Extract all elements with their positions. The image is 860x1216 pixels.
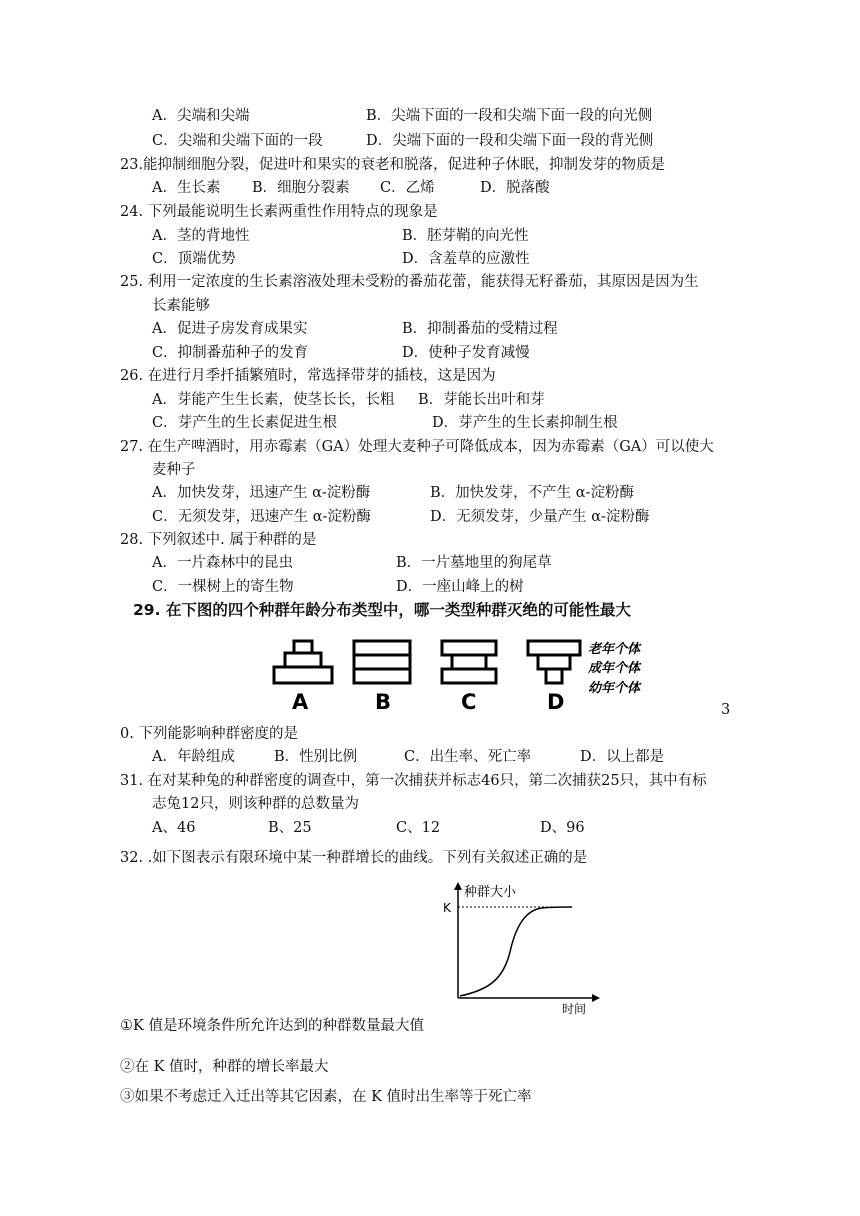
q26-stem: 26. 在进行月季扦插繁殖时，常选择带芽的插枝，这是因为 [120,368,496,384]
pyramid-c [442,641,496,683]
logistic-growth-graph [438,880,608,1016]
q28-option-a: A．一片森林中的昆虫 [152,555,293,571]
q26-option-d: D．芽产生的生长素抑制生根 [432,415,618,431]
q28-option-c: C．一棵树上的寄生物 [152,579,294,595]
graph-x-label: 时间 [562,1002,587,1016]
pyramid-d-label: D [547,690,565,714]
q31-option-a: A、46 [152,820,196,836]
q30-option-c: C．出生率、死亡率 [404,749,532,765]
q31-option-b: B、25 [268,820,312,836]
q26-option-c: C．芽产生的生长素促进生根 [152,415,338,431]
q31-stem-line1: 31. 在对某种兔的种群密度的调查中，第一次捕获并标志46只，第二次捕获25只，其中有标 [120,773,707,789]
growth-curve [460,907,572,996]
q28-option-b: B．一片墓地里的狗尾草 [396,555,552,571]
q25-option-a: A．促进子房发育成果实 [152,321,308,337]
pyramid-b [354,641,410,683]
q24-option-c: C．顶端优势 [152,251,236,267]
q30-option-a: A．年龄组成 [152,749,235,765]
q22-option-d: D．尖端下面的一段和尖端下面一段的背光侧 [366,133,654,149]
graph-k-label: K [443,901,451,915]
q30-option-d: D．以上都是 [580,749,665,765]
q24-option-d: D．含羞草的应激性 [402,251,530,267]
q27-stem-line1: 27. 在生产啤酒时，用赤霉素（GA）处理大麦种子可降低成本，因为赤霉素（GA）可以使大 [120,439,714,455]
q26-option-b: B．芽能长出叶和芽 [418,392,545,408]
q27-stem-line2: 麦种子 [152,462,196,478]
q23-stem: 23.能抑制细胞分裂，促进叶和果实的衰老和脱落，促进种子休眠，抑制发芽的物质是 [120,157,666,173]
graph-y-label: 种群大小 [464,885,517,900]
q25-stem-line2: 长素能够 [152,298,210,314]
q27-option-d: D．无须发芽，少量产生 α-淀粉酶 [430,509,650,525]
pyramid-b-label: B [375,690,392,714]
pyramid-d [528,641,580,683]
legend-adult: 成年个体 [588,661,641,676]
age-structure-figure [268,636,668,714]
q23-option-a: A．生长素 [152,180,221,196]
legend-old: 老年个体 [588,642,641,657]
q27-option-b: B．加快发芽，不产生 α-淀粉酶 [430,485,634,501]
q25-option-b: B．抑制番茄的受精过程 [402,321,558,337]
q25-stem-line1: 25. 利用一定浓度的生长素溶液处理未受粉的番茄花蕾，能获得无籽番茄，其原因是因为生 [120,274,699,290]
q28-option-d: D．一座山峰上的树 [396,579,524,595]
q27-option-c: C．无须发芽，迅速产生 α-淀粉酶 [152,509,371,525]
q27-option-a: A．加快发芽，迅速产生 α-淀粉酶 [152,485,371,501]
q22-option-c: C．尖端和尖端下面的一段 [152,133,323,149]
q30-option-b: B．性别比例 [274,749,358,765]
q31-option-c: C、12 [396,820,441,836]
q22-option-a: A．尖端和尖端 [152,108,250,124]
q23-option-d: D．脱落酸 [480,180,550,196]
q24-option-a: A．茎的背地性 [152,228,250,244]
q25-option-c: C．抑制番茄种子的发育 [152,345,309,361]
q29-stem: 29. 在下图的四个种群年龄分布类型中，哪一类型种群灭绝的可能性最大 [133,601,631,619]
q22-option-b: B．尖端下面的一段和尖端下面一段的向光侧 [366,108,653,124]
q31-option-d: D、96 [540,820,585,836]
pyramid-c-label: C [461,690,477,714]
q30-stem: 0. 下列能影响种群密度的是 [120,726,298,742]
pyramid-a [274,641,332,683]
stray-digit: 3 [721,702,731,718]
q24-stem: 24. 下列最能说明生长素两重性作用特点的现象是 [120,204,438,220]
legend-young: 幼年个体 [588,681,641,696]
q23-option-b: B．细胞分裂素 [252,180,350,196]
q26-option-a: A．芽能产生生长素，使茎长长，长粗 [152,392,395,408]
q23-option-c: C．乙烯 [380,180,435,196]
q32-statement-1: ①K 值是环境条件所允许达到的种群数量最大值 [120,1018,424,1034]
q32-statement-2: ②在 K 值时，种群的增长率最大 [120,1059,329,1075]
q31-stem-line2: 志兔12只，则该种群的总数量为 [152,796,359,812]
q28-stem: 28. 下列叙述中. 属于种群的是 [120,532,317,548]
q25-option-d: D．使种子发育减慢 [402,345,530,361]
q32-statement-3: ③如果不考虑迁入迁出等其它因素，在 K 值时出生率等于死亡率 [120,1089,532,1105]
q24-option-b: B．胚芽鞘的向光性 [402,228,529,244]
pyramid-a-label: A [292,690,309,714]
q32-stem: 32. .如下图表示有限环境中某一种群增长的曲线。下列有关叙述正确的是 [120,850,588,866]
